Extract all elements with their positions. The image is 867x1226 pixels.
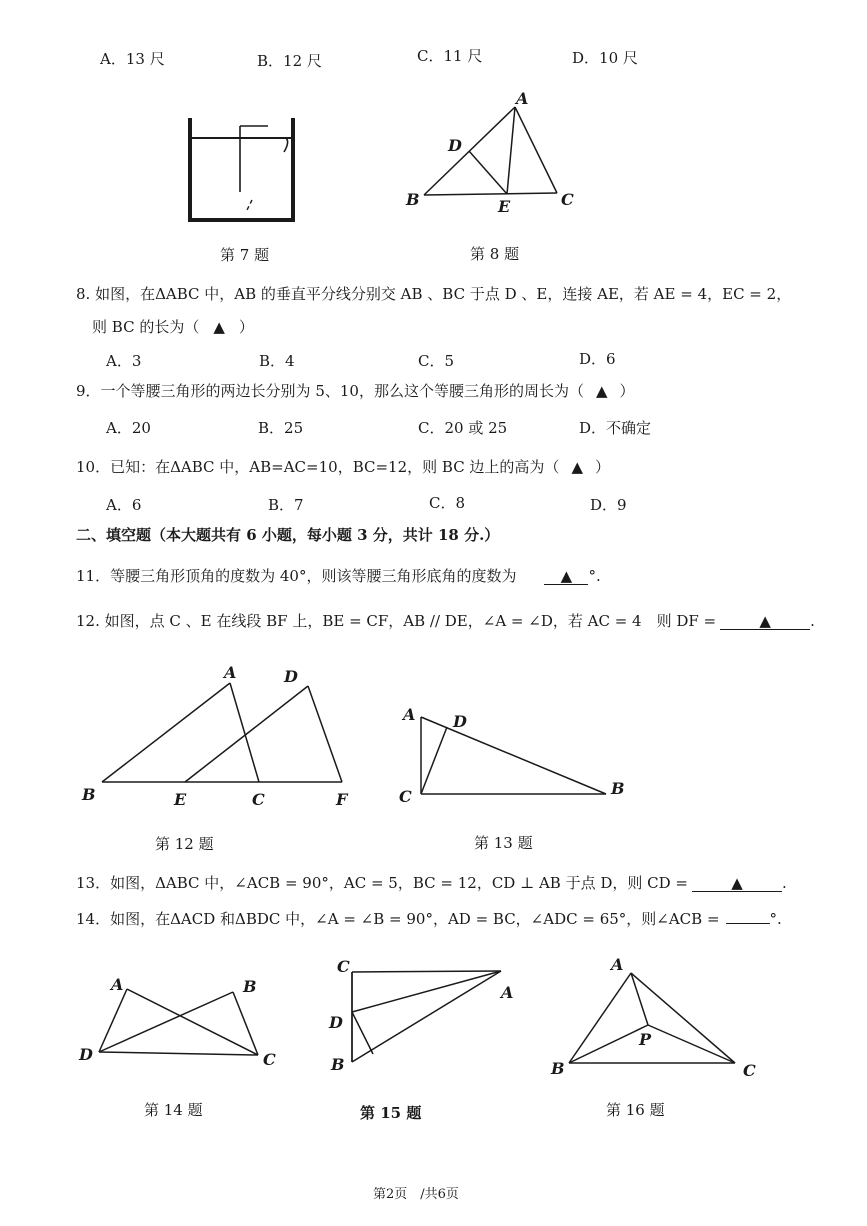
q13-question — [76, 872, 787, 893]
figure-q12 — [78, 660, 368, 810]
q9-option-a: A．20 — [106, 419, 151, 437]
q12-answer-blank: ▲ — [720, 613, 810, 630]
q14-answer-blank — [726, 923, 770, 924]
q12-label-f: F — [336, 790, 348, 809]
q10-text-prefix: 10．已知：在ΔABC 中，AB=AC=10，BC=12，则 BC 边上的高为（ — [76, 458, 560, 476]
q13-label-c: C — [399, 787, 412, 806]
q14-label-b: B — [243, 977, 257, 996]
q7-option-a: A．13 尺 — [100, 50, 165, 68]
q8-line2-suffix: ） — [238, 318, 254, 336]
q7-caption: 第 7 题 — [220, 246, 270, 264]
q9-option-c: C．20 或 25 — [418, 419, 508, 437]
page-footer: 第2页 /共6页 — [373, 1187, 459, 1202]
q10-answer-mark: ▲ — [571, 458, 583, 476]
figure-q15 — [325, 952, 525, 1077]
q8-caption: 第 8 题 — [470, 245, 520, 263]
q11-unit: °. — [588, 567, 601, 585]
q8-option-a: A．3 — [106, 352, 142, 370]
q13-end: . — [782, 874, 787, 892]
q14-unit: °. — [769, 910, 782, 928]
q13-text: 13．如图，ΔABC 中，∠ACB = 90°，AC = 5，BC = 12，CD ⊥ AB 于点 D，则 CD = — [76, 874, 688, 892]
q16-label-p: P — [639, 1030, 652, 1049]
q8-label-b: B — [406, 190, 420, 209]
q13-label-a: A — [403, 705, 416, 724]
q8-option-c: C．5 — [418, 352, 455, 370]
section-2-title: 二、填空题（本大题共有 6 小题，每小题 3 分，共计 18 分.） — [76, 526, 500, 544]
q12-caption: 第 12 题 — [155, 835, 214, 853]
q7-option-c: C．11 尺 — [417, 47, 483, 65]
q9-answer-mark: ▲ — [595, 382, 608, 400]
q12-question — [76, 610, 815, 631]
q14-label-d: D — [79, 1045, 93, 1064]
q10-question — [76, 456, 610, 477]
q14-label-a: A — [111, 975, 124, 994]
q12-label-b: B — [82, 785, 96, 804]
q13-caption: 第 13 题 — [474, 834, 533, 852]
q9-option-d: D．不确定 — [579, 419, 652, 437]
q11-text: 11．等腰三角形顶角的度数为 40°，则该等腰三角形底角的度数为 — [76, 567, 517, 585]
q12-text: 12. 如图，点 C 、E 在线段 BF 上，BE = CF，AB // DE，∠A = ∠D，若 AC = 4 则 DF = — [76, 612, 717, 630]
figure-q13 — [395, 700, 635, 810]
q15-caption: 第 15 题 — [360, 1104, 422, 1122]
q8-line2-prefix: 则 BC 的长为（ — [92, 318, 200, 336]
q11-answer-blank: ▲ — [544, 568, 588, 585]
q14-text: 14．如图，在ΔACD 和ΔBDC 中，∠A = ∠B = 90°，AD = BC，∠ADC = 65°，则∠ACB = — [76, 910, 720, 928]
q12-label-c: C — [252, 790, 265, 809]
q8-label-e: E — [498, 197, 511, 216]
figure-q8 — [400, 88, 590, 218]
q8-label-c: C — [561, 190, 574, 209]
q8-label-a: A — [516, 89, 529, 108]
q16-caption: 第 16 题 — [606, 1101, 665, 1119]
q9-question — [76, 380, 635, 401]
q7-option-d: D．10 尺 — [572, 49, 638, 67]
q10-text-suffix: ） — [594, 458, 610, 476]
q13-label-d: D — [453, 712, 467, 731]
q9-text-suffix: ） — [619, 382, 635, 400]
q12-label-e: E — [174, 790, 187, 809]
q8-question-line2 — [92, 316, 254, 337]
q14-caption: 第 14 题 — [144, 1101, 203, 1119]
q15-label-c: C — [337, 957, 350, 976]
q11-question — [76, 565, 601, 586]
q13-label-b: B — [611, 779, 625, 798]
q8-option-b: B．4 — [259, 352, 295, 370]
q7-option-b: B．12 尺 — [257, 52, 322, 70]
q10-option-d: D．9 — [590, 496, 627, 514]
q15-label-b: B — [331, 1055, 345, 1074]
q16-label-c: C — [743, 1061, 756, 1080]
q12-label-a: A — [224, 663, 237, 682]
q9-text-prefix: 9．一个等腰三角形的两边长分别为 5、10，那么这个等腰三角形的周长为（ — [76, 382, 584, 400]
q16-label-a: A — [611, 955, 624, 974]
q14-question — [76, 908, 782, 929]
q14-label-c: C — [263, 1050, 276, 1069]
q8-label-d: D — [448, 136, 462, 155]
q12-end: . — [810, 612, 815, 630]
q8-option-d: D．6 — [579, 350, 616, 368]
q8-answer-mark: ▲ — [213, 318, 225, 336]
q9-option-b: B．25 — [258, 419, 304, 437]
figure-q7 — [180, 112, 305, 227]
q12-label-d: D — [284, 667, 298, 686]
figure-q14 — [75, 970, 290, 1080]
q10-option-a: A．6 — [106, 496, 142, 514]
q8-question-line1: 8. 如图，在ΔABC 中，AB 的垂直平分线分别交 AB 、BC 于点 D 、E，连接 AE，若 AE = 4，EC = 2， — [76, 285, 792, 303]
q10-option-c: C．8 — [429, 494, 466, 512]
q10-option-b: B．7 — [268, 496, 304, 514]
q15-label-a: A — [501, 983, 514, 1002]
q13-answer-blank: ▲ — [692, 875, 782, 892]
q16-label-b: B — [551, 1059, 565, 1078]
figure-q16 — [545, 950, 770, 1085]
q15-label-d: D — [329, 1013, 343, 1032]
